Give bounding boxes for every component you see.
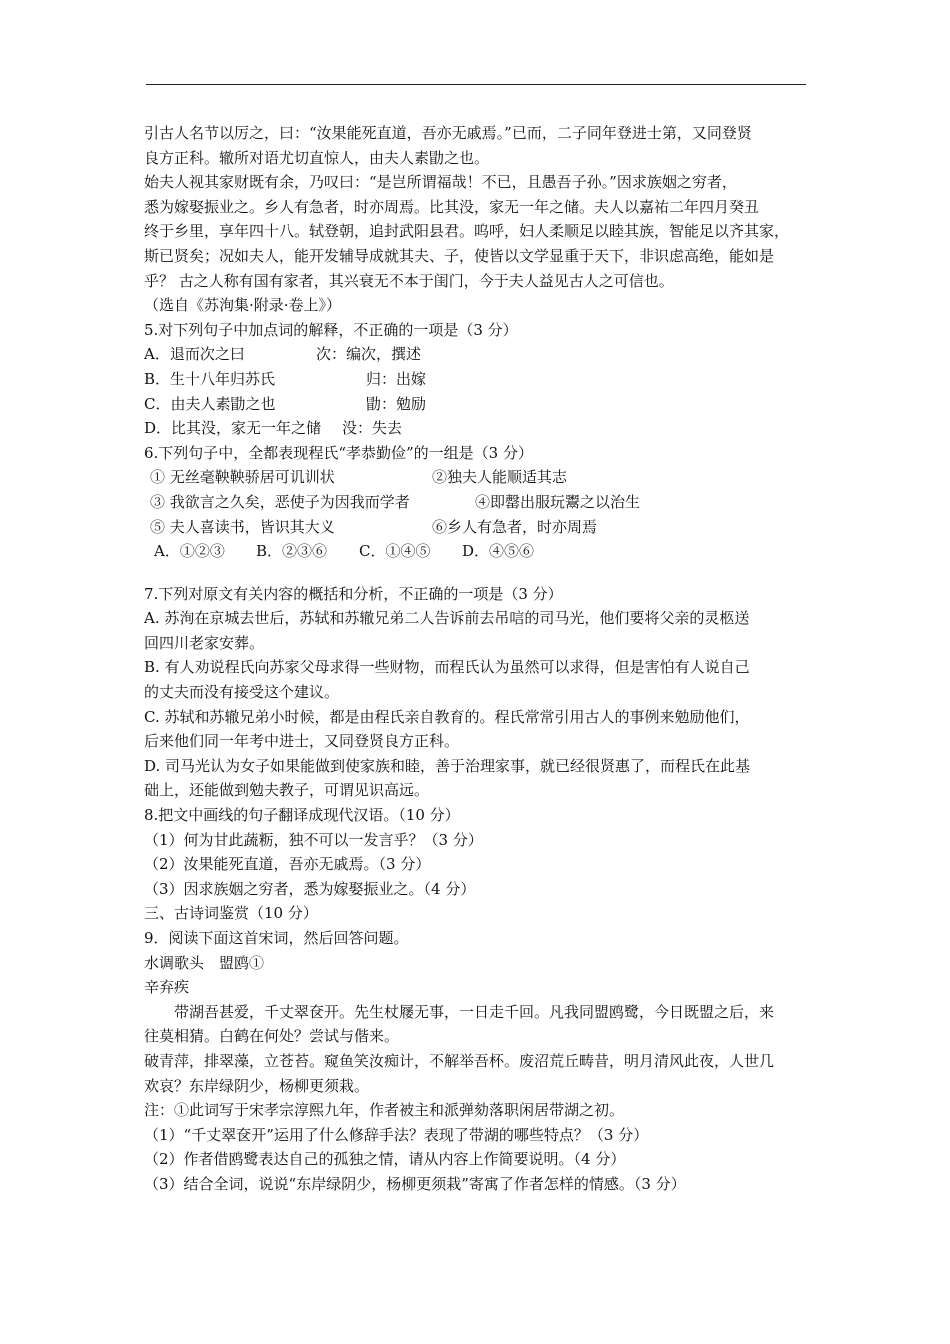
option-row [144, 392, 809, 417]
poem-title: 水调歌头 盟鸥① [144, 953, 265, 972]
option-row [144, 342, 809, 367]
option-gloss: 次：编次，撰述 [316, 345, 422, 364]
choice-row [144, 539, 809, 564]
poem-line: 带湖吾甚爱，千丈翠奁开。先生杖屦无事，一日走千回。凡我同盟鸥鹭，今日既盟之后，来 [174, 1002, 775, 1021]
item: ②独夫人能顺适其志 [432, 468, 568, 487]
item: ① 无丝毫鞅鞅骄居可讥训状 [150, 468, 335, 487]
option-sentence: A．退而次之曰 [144, 345, 245, 364]
option-line: A. 苏洵在京城去世后，苏轼和苏辙兄弟二人告诉前去吊唁的司马光，他们要将父亲的灵柩送 [144, 609, 750, 628]
choice-c: C．①④⑤ [359, 542, 431, 561]
item: ⑥乡人有急者，时亦周焉 [432, 517, 598, 536]
passage-line: 始夫人视其家财既有余，乃叹曰：“是岂所谓福哉！不已，且愚吾子孙。”因求族姻之穷者， [144, 173, 737, 192]
option-line: 回四川老家安葬。 [144, 633, 265, 652]
passage-source: （选自《苏洵集·附录·卷上》） [144, 296, 342, 315]
question-6 [144, 441, 809, 564]
item: ⑤ 夫人喜读书，皆识其大义 [150, 517, 335, 536]
choice-a: A．①②③ [154, 542, 225, 561]
sub-question: （2）汝果能死直道，吾亦无戚焉。（3 分） [144, 855, 431, 874]
item-row [144, 515, 809, 540]
sub-question: （2）作者借鸥鹭表达自己的孤独之情，请从内容上作简要说明。（4 分） [144, 1150, 626, 1169]
poem-line: 破青萍，排翠藻，立苍苔。窥鱼笑汝痴计，不解举吾杯。废沼荒丘畴昔，明月清风此夜，人世几 [144, 1051, 775, 1070]
question-7 [144, 582, 809, 803]
option-gloss: 没：失去 [342, 419, 403, 438]
sub-question: （1）“千丈翠奁开”运用了什么修辞手法？表现了带湖的哪些特点？（3 分） [144, 1125, 649, 1144]
question-8 [144, 803, 809, 901]
option-sentence: D．比其没，家无一年之储 [144, 419, 322, 438]
passage-line: 悉为嫁娶振业之。乡人有急者，时亦周焉。比其没，家无一年之储。夫人以嘉祐二年四月癸丑 [144, 197, 760, 216]
choice-d: D．④⑤⑥ [462, 542, 535, 561]
poem-line: 欢哀？东岸绿阴少，杨柳更须栽。 [144, 1076, 370, 1095]
passage-line: 良方正科。辙所对语尤切直惊人，由夫人素勖之也。 [144, 148, 490, 167]
question-stem: 9．阅读下面这首宋词，然后回答问题。 [144, 929, 409, 947]
poem-author: 辛弃疾 [144, 978, 190, 997]
option-sentence: C．由夫人素勖之也 [144, 394, 276, 413]
item: ③ 我欲言之久矣，恶使子为因我而学者 [150, 492, 410, 511]
document-body [144, 121, 809, 1197]
question-stem: 6.下列句子中，全都表现程氏“孝恭勤俭”的一组是（3 分） [144, 443, 533, 462]
passage-line: 乎？ 古之人称有国有家者，其兴衰无不本于闺门，今于夫人益见古人之可信也。 [144, 271, 674, 290]
question-9 [144, 926, 809, 1197]
choice-b: B．②③⑥ [256, 542, 328, 561]
passage-line: 斯已贤矣；况如夫人，能开发辅导成就其夫、子，使皆以文学显重于天下，非识虑高绝，能如是 [144, 246, 775, 265]
option-line: 后来他们同一年考中进士，又同登贤良方正科。 [144, 732, 460, 751]
passage-line: 引古人名节以厉之，曰：“汝果能死直道，吾亦无戚焉。”已而，二子同年登进士第，又同登贤 [144, 124, 752, 142]
sub-question: （1）何为甘此蔬粝，独不可以一发言乎？（3 分） [144, 830, 483, 849]
header-rule [146, 84, 806, 85]
option-line: C. 苏轼和苏辙兄弟小时候，都是由程氏亲自教育的。程氏常常引用古人的事例来勉励他们， [144, 707, 750, 726]
sub-question: （3）因求族姻之穷者，悉为嫁娶振业之。（4 分） [144, 879, 476, 898]
option-row [144, 416, 809, 441]
option-line: B. 有人劝说程氏向苏家父母求得一些财物，而程氏认为虽然可以求得，但是害怕有人说自己 [144, 658, 750, 677]
item-row [144, 490, 809, 515]
question-5 [144, 318, 809, 441]
poem-note: 注：①此词写于宋孝宗淳熙九年，作者被主和派弹劾落职闲居带湖之初。 [144, 1101, 625, 1120]
option-line: 的丈夫而没有接受这个建议。 [144, 683, 340, 702]
option-gloss: 归：出嫁 [366, 369, 427, 388]
question-stem: 5.对下列句子中加点词的解释，不正确的一项是（3 分） [144, 320, 518, 339]
question-stem: 8.把文中画线的句子翻译成现代汉语。（10 分） [144, 806, 460, 825]
option-line: D. 司马光认为女子如果能做到使家族和睦，善于治理家事，就已经很贤惠了，而程氏在此基 [144, 756, 751, 775]
option-sentence: B．生十八年归苏氏 [144, 369, 276, 388]
sub-question: （3）结合全词，说说“东岸绿阴少，杨柳更须栽”寄寓了作者怎样的情感。（3 分） [144, 1174, 686, 1193]
spacer [144, 564, 809, 582]
option-row [144, 367, 809, 392]
passage-line: 终于乡里，享年四十八。轼登朝，追封武阳县君。呜呼，妇人柔顺足以睦其族，智能足以齐其家， [144, 222, 790, 241]
item: ④即罄出服玩鬻之以治生 [475, 492, 641, 511]
poem-line: 往莫相猜。白鹤在何处？尝试与偕来。 [144, 1027, 400, 1046]
question-stem: 7.下列对原文有关内容的概括和分析，不正确的一项是（3 分） [144, 584, 563, 603]
item-row [144, 465, 809, 490]
section-heading: 三、古诗词鉴赏（10 分） [144, 904, 318, 923]
passage [144, 121, 809, 318]
option-gloss: 勖：勉励 [366, 394, 427, 413]
option-line: 础上，还能做到勉夫教子，可谓见识高远。 [144, 781, 430, 800]
